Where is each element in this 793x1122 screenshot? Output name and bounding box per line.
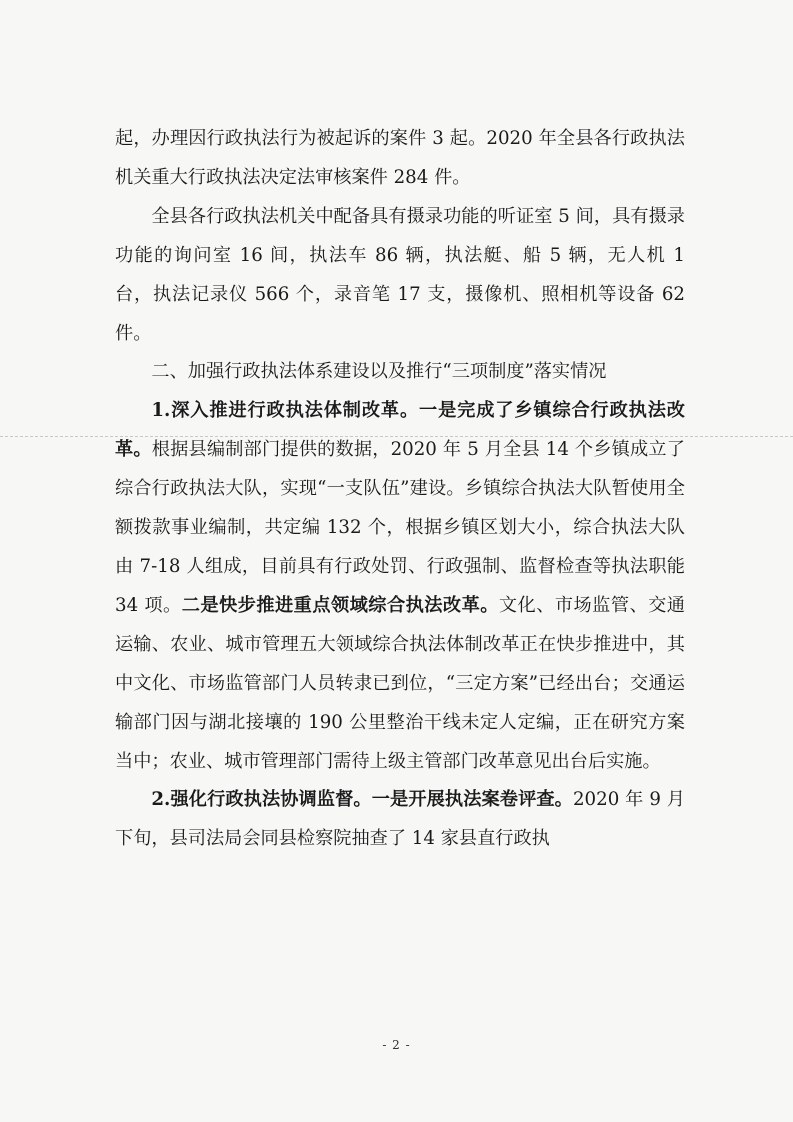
supervision-bold-lead: 2.强化行政执法协调监督。一是开展执法案卷评查。 <box>151 789 573 811</box>
reform-bold-lead: 1.深入推进行政执法体制改革。一是完成了乡镇综合行政执法改革。 <box>115 400 685 461</box>
supervision-text-1: 2020 年 9 月下旬，县司法局会同县检察院抽查了 14 家县直行政执 <box>115 789 685 850</box>
reform-bold-second: 二是快步推进重点领域综合执法改革。 <box>181 594 499 616</box>
paragraph-reform <box>115 392 685 781</box>
document-body <box>115 120 685 859</box>
paragraph-case-summary: 起，办理因行政执法行为被起诉的案件 3 起。2020 年全县各行政执法机关重大行政执法决定法审核案件 284 件。 <box>115 128 685 188</box>
section-heading-2: 二、加强行政执法体系建设以及推行“三项制度”落实情况 <box>151 361 607 383</box>
page-number: - 2 - <box>382 1038 411 1052</box>
reform-text-1: 根据县编制部门提供的数据，2020 年 5 月全县 14 个乡镇成立了综合行政执法大队，实现“一支队伍”建设。乡镇综合执法大队暂使用全额拨款事业编制，共定编 132 个，根据乡镇区划大小，综合执法大队由 7-18 人组成，目前具有行政处罚、行政强制、监督检查等执法职能 34 项。 <box>115 439 685 616</box>
paragraph-equipment: 全县各行政执法机关中配备具有摄录功能的听证室 5 间，具有摄录功能的询问室 16 间，执法车 86 辆，执法艇、船 5 辆，无人机 1 台，执法记录仪 566 个，录音笔 17 支，摄像机、照相机等设备 62 件。 <box>115 205 685 344</box>
reform-text-2: 文化、市场监管、交通运输、农业、城市管理五大领域综合执法体制改革正在快步推进中，其中文化、市场监管部门人员转隶已到位，“三定方案”已经出台；交通运输部门因与湖北接壤的 190 公里整治干线未定人定编，正在研究方案当中；农业、城市管理部门需待上级主管部门改革意见出台后实施。 <box>115 594 685 772</box>
paragraph-supervision <box>115 781 685 859</box>
